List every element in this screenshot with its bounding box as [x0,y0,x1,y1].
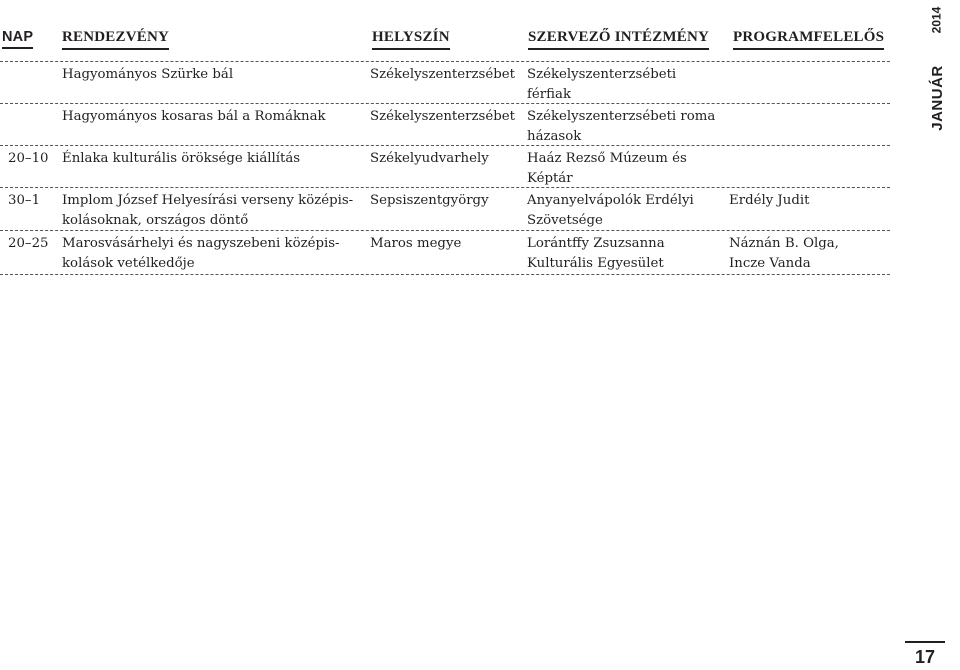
table-row [0,146,890,188]
row-event: Implom József Helyesírási verseny középiskolásoknak, országos döntő [62,193,354,228]
row-venue: Sepsiszentgyörgy [370,193,489,208]
table-row [0,188,890,231]
row-responsible: Erdély Judit [729,193,810,208]
row-organizer: Lorántffy Zsuzsanna Kulturális Egyesület [527,236,665,271]
column-header-event: RENDEZVÉNY [62,29,169,50]
row-event: Hagyományos kosaras bál a Romáknak [62,109,326,124]
column-header-organizer: SZERVEZŐ INTÉZMÉNY [528,29,709,50]
row-responsible: Náznán B. Olga, Incze Vanda [729,236,839,271]
month-text: január [924,65,948,131]
table-header [0,26,890,48]
row-venue: Maros megye [370,236,462,251]
column-header-day: NAP [2,29,33,49]
row-event: Hagyományos Szürke bál [62,67,234,82]
page-number: 17 [914,647,936,667]
row-event: Marosvásárhelyi és nagyszebeni középiskolások vetélkedője [62,236,340,271]
table-row [0,104,890,146]
side-month-label [916,52,956,144]
column-header-responsible: PROGRAMFELELŐS [733,29,884,50]
table-row [0,231,890,275]
row-day: 20–10 [8,151,49,166]
row-event: Énlaka kulturális öröksége kiállítás [62,151,301,166]
row-day: 30–1 [8,193,41,208]
row-day: 20–25 [8,236,49,251]
events-table [0,61,890,275]
row-organizer: Székelyszenterzsébeti férfiak [527,67,677,102]
side-year-label [921,2,951,38]
row-organizer: Székelyszenterzsébeti roma házasok [527,109,716,144]
row-venue: Székelyudvarhely [370,151,489,166]
row-venue: Székelyszenterzsébet [370,67,515,82]
row-organizer: Anyanyelvápolók Erdélyi Szövetsége [527,193,694,228]
table-row [0,62,890,104]
row-venue: Székelyszenterzsébet [370,109,515,124]
row-organizer: Haáz Rezső Múzeum és Képtár [527,151,687,186]
year-text: 2014 [928,6,943,34]
page-number-rule [905,641,945,643]
column-header-venue: HELYSZÍN [372,29,450,50]
